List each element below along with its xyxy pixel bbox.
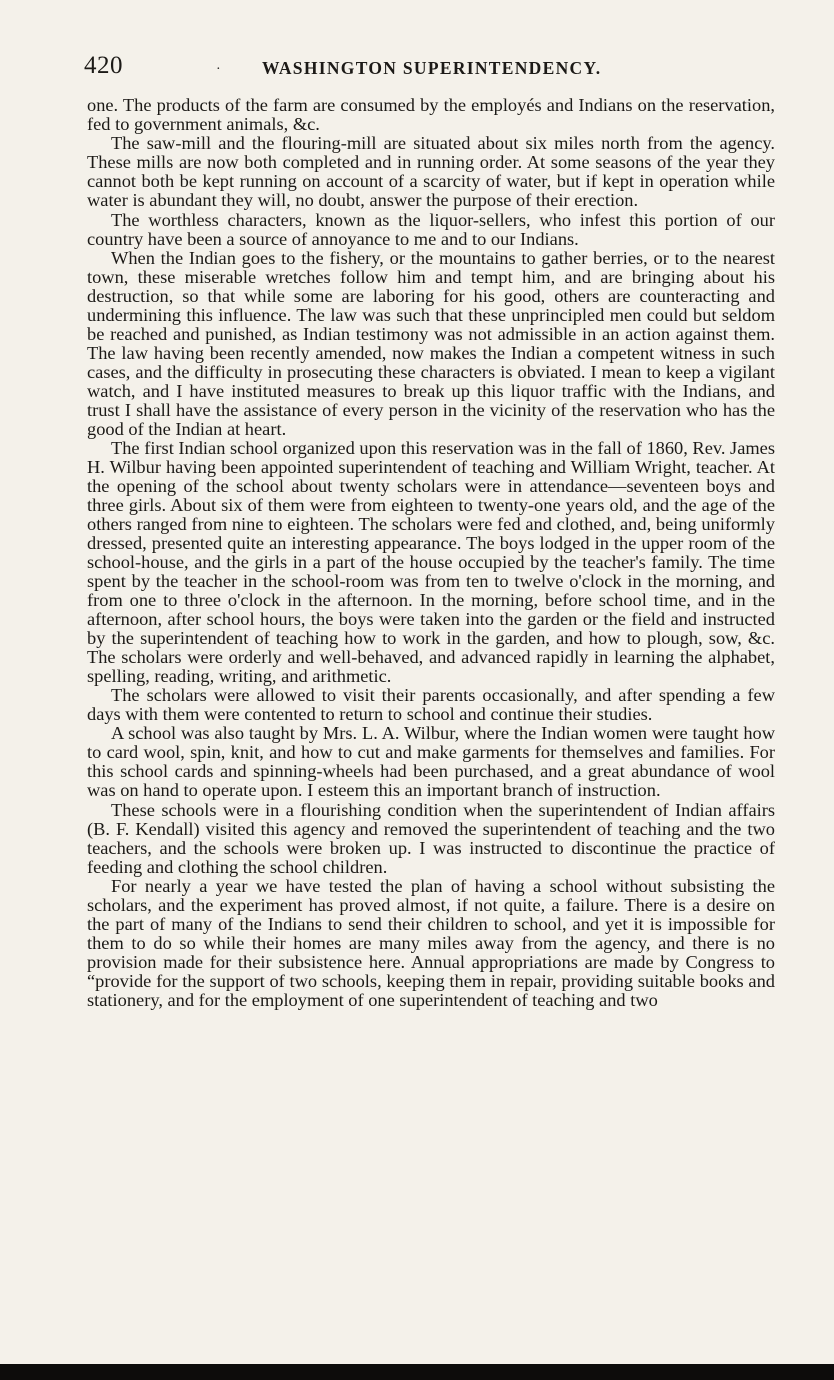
paragraph-4: When the Indian goes to the fishery, or the mountains to gather berries, or to the nearest town, these miserable wretches follow him and tempt him, and are bringing about his destruction, so that while some are laboring for his good, others are counteracting and undermining this influence. The law was such that these unprincipled men could but seldom be reached and punished, as Indian testimony was not admissible in an action against them. The law having been recently amended, now makes the Indian a competent witness in such cases, and the difficulty in prosecuting these characters is obviated. I mean to keep a vigilant watch, and I have instituted measures to break up this liquor traffic with the Indians, and trust I shall have the assistance of every person in the vicinity of the reservation who has the good of the Indian at heart. <box>87 248 775 439</box>
header-separator: · <box>216 62 221 77</box>
paragraph-9: For nearly a year we have tested the plan of having a school without subsisting the scholars, and the experiment has proved almost, if not quite, a failure. There is a desire on the part of many of the Indians to send their children to school, and yet it is impossible for them to do so while their homes are many miles away from the agency, and there is no provision made for their subsistence here. Annual appropriations are made by Congress to “provide for the support of two schools, keeping them in repair, providing suitable books and stationery, and for the employment of one superintendent of teaching and two <box>87 876 775 1010</box>
paragraph-8: These schools were in a flourishing condition when the superintendent of Indian affairs (B. F. Kendall) visited this agency and removed the superintendent of teaching and the two teachers, and the schools were broken up. I was instructed to discontinue the practice of feeding and clothing the school children. <box>87 799 775 877</box>
paragraph-3: The worthless characters, known as the liquor-sellers, who infest this portion of our country have been a source of annoyance to me and to our Indians. <box>87 209 775 249</box>
paragraph-6: The scholars were allowed to visit their parents occasionally, and after spending a few days with them were contented to return to school and continue their studies. <box>87 685 775 724</box>
paragraph-5: The first Indian school organized upon this reservation was in the fall of 1860, Rev. James H. Wilbur having been appointed superintendent of teaching and William Wright, teacher. At the opening of the school about twenty scholars were in attendance—seventeen boys and three girls. About six of them were from eighteen to twenty-one years old, and the age of the others ranged from nine to eighteen. The scholars were fed and clothed, and, being uniformly dressed, presented quite an interesting appearance. The boys lodged in the upper room of the school-house, and the girls in a part of the house occupied by the teacher's family. The time spent by the teacher in the school-room was from ten to twelve o'clock in the morning, and from one to three o'clock in the afternoon. In the morning, before school time, and in the afternoon, after school hours, the boys were taken into the garden or the field and instructed by the superintendent of teaching how to work in the garden, and how to plough, sow, &c. The scholars were orderly and well-behaved, and advanced rapidly in learning the alphabet, spelling, reading, writing, and arithmetic. <box>87 438 775 686</box>
paragraph-7: A school was also taught by Mrs. L. A. Wilbur, where the Indian women were taught how to card wool, spin, knit, and how to cut and make garments for themselves and families. For this school cards and spinning-wheels had been purchased, and a great abundance of wool was on hand to operate upon. I esteem this an important branch of instruction. <box>87 723 775 801</box>
paragraph-2: The saw-mill and the flouring-mill are situated about six miles north from the agency. These mills are now both completed and in running order. At some seasons of the year they cannot both be kept running on account of a scarcity of water, but if kept in operation while water is abundant they will, no doubt, answer the purpose of their erection. <box>87 133 775 211</box>
paragraph-1: one. The products of the farm are consumed by the employés and Indians on the reservation, fed to government animals, &c. <box>87 95 775 134</box>
scan-bottom-edge <box>0 1364 834 1380</box>
page-header <box>84 52 774 86</box>
body-text <box>87 96 775 1010</box>
running-head: WASHINGTON SUPERINTENDENCY. <box>262 58 602 78</box>
page-number: 420 <box>84 52 123 79</box>
